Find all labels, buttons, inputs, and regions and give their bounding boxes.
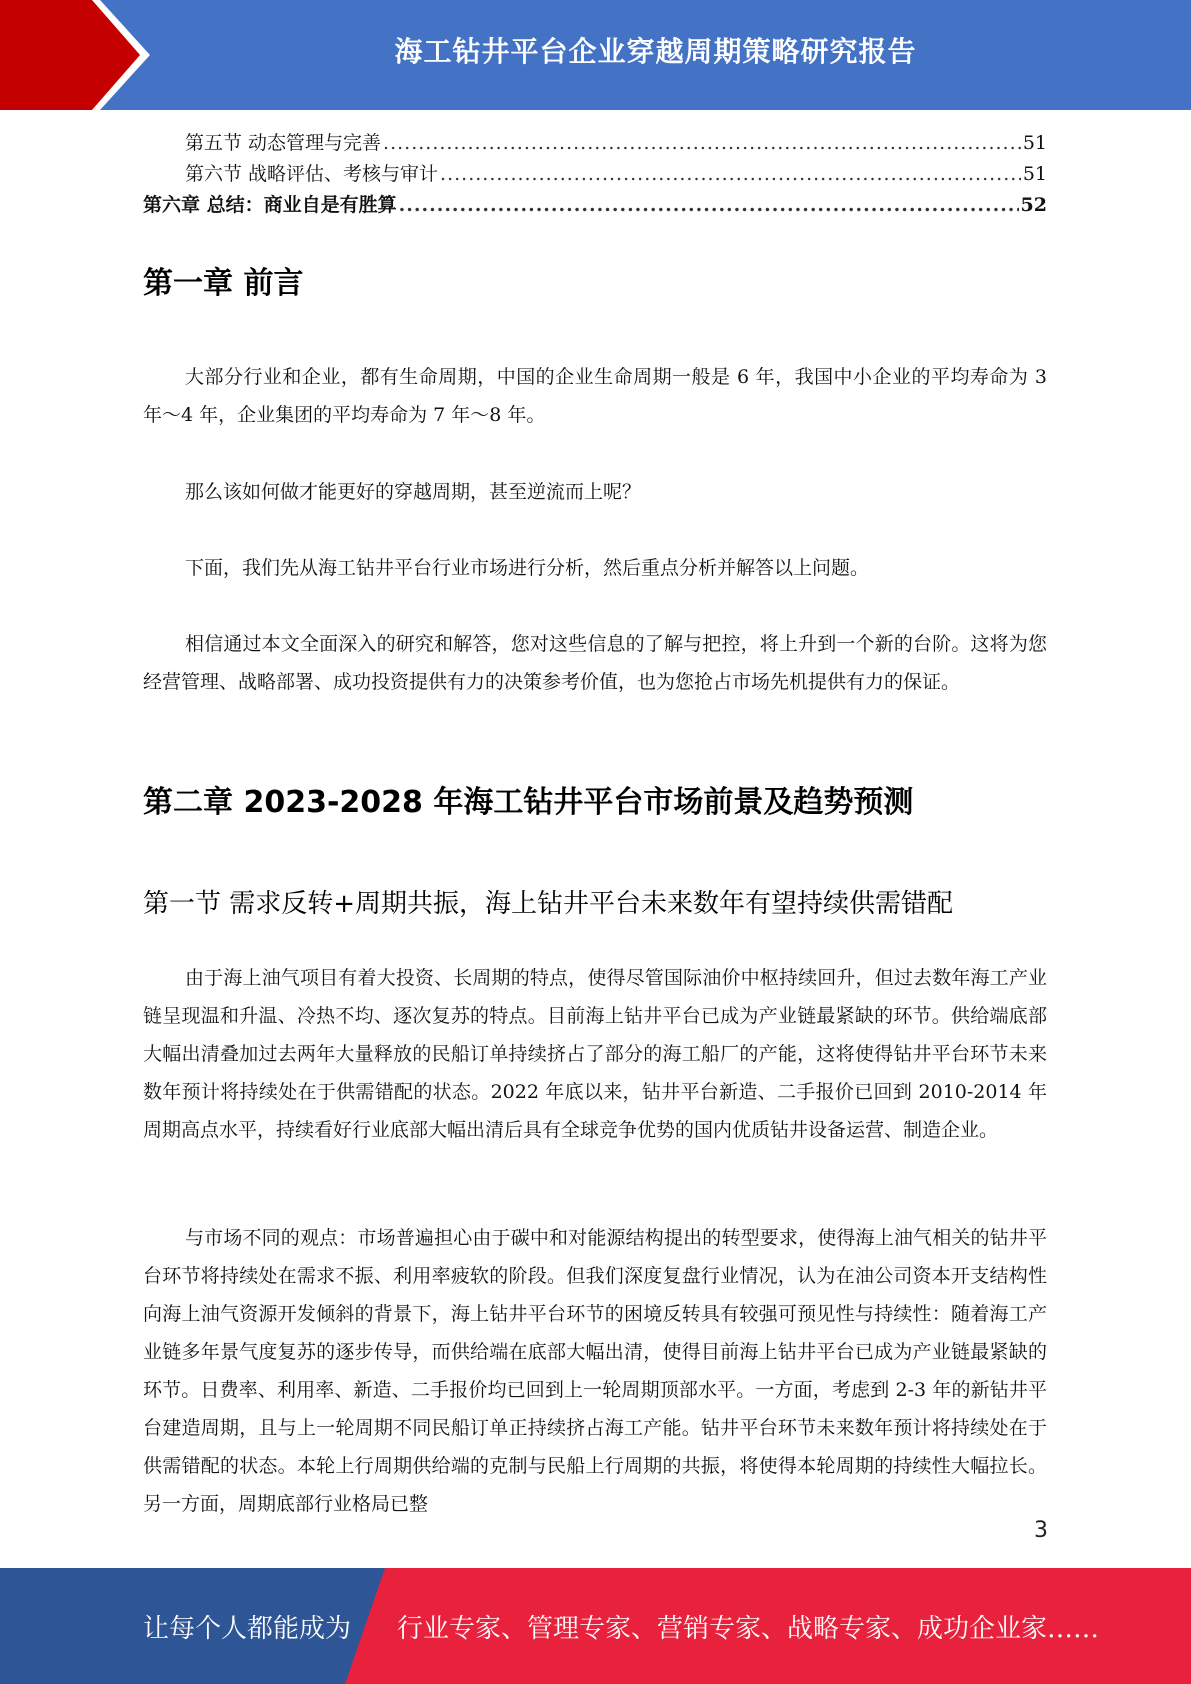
page-number: 3: [1034, 1518, 1048, 1543]
toc-entry-label: 第六章 总结：商业自是有胜算: [143, 194, 397, 216]
toc-leader-dots: [383, 128, 1021, 158]
section-1-heading: 第一节 需求反转+周期共振，海上钻井平台未来数年有望持续供需错配: [143, 889, 954, 919]
page-header: [0, 0, 1191, 110]
toc-leader-dots: [440, 159, 1021, 189]
chapter-1-paragraph-2: 那么该如何做才能更好的穿越周期，甚至逆流而上呢？: [185, 481, 642, 503]
header-red-arrow: [0, 0, 150, 110]
toc-entry-label: 第五节 动态管理与完善: [185, 132, 382, 154]
toc-entry[interactable]: [143, 128, 1047, 158]
chapter-2-heading: 第二章 2023-2028 年海工钻井平台市场前景及趋势预测: [143, 785, 914, 820]
footer-slogan-left: 让每个人都能成为: [143, 1613, 352, 1644]
section-1-paragraph-2: 与市场不同的观点：市场普遍担心由于碳中和对能源结构提出的转型要求，使得海上油气相关的钻井平台环节将持续处在需求不振、利用率疲软的阶段。但我们深度复盘行业情况，认为在油公司资本开支结构性向海上油气资源开发倾斜的背景下，海上钻井平台环节的困境反转具有较强可预见性与持续性：随着海工产业链多年景气度复苏的逐步传导，而供给端在底部大幅出清，使得目前海上钻井平台已成为产业链最紧缺的环节。日费率、利用率、新造、二手报价均已回到上一轮周期顶部水平。一方面，考虑到 2-3 年的新钻井平台建造周期，且与上一轮周期不同民船订单正持续挤占海工产能。钻井平台环节未来数年预计将持续处在于供需错配的状态。本轮上行周期供给端的克制与民船上行周期的共振，将使得本轮周期的持续性大幅拉长。另一方面，周期底部行业格局已整: [143, 1227, 1047, 1515]
report-title: 海工钻井平台企业穿越周期策略研究报告: [394, 35, 917, 68]
chapter-1-paragraph-1: 大部分行业和企业，都有生命周期，中国的企业生命周期一般是 6 年，我国中小企业的平均寿命为 3 年～4 年，企业集团的平均寿命为 7 年～8 年。: [143, 366, 1047, 426]
toc-entry-label: 第六节 战略评估、考核与审计: [185, 163, 439, 185]
toc-entry-page: 52: [1020, 194, 1047, 216]
toc-entry-chapter[interactable]: [143, 190, 1047, 220]
section-1-paragraph-1: 由于海上油气项目有着大投资、长周期的特点，使得尽管国际油价中枢持续回升，但过去数年海工产业链呈现温和升温、冷热不均、逐次复苏的特点。目前海上钻井平台已成为产业链最紧缺的环节。供给端底部大幅出清叠加过去两年大量释放的民船订单持续挤占了部分的海工船厂的产能，这将使得钻井平台环节未来数年预计将持续处在于供需错配的状态。2022 年底以来，钻井平台新造、二手报价已回到 2010-2014 年周期高点水平，持续看好行业底部大幅出清后具有全球竞争优势的国内优质钻井设备运营、制造企业。: [143, 967, 1047, 1141]
toc-entry[interactable]: [143, 159, 1047, 189]
toc-entry-page: 51: [1022, 163, 1047, 185]
footer-slogan-right: 行业专家、管理专家、营销专家、战略专家、成功企业家……: [397, 1613, 1100, 1644]
chapter-1-heading: 第一章 前言: [143, 266, 304, 301]
toc-entry-page: 51: [1022, 132, 1047, 154]
chapter-1-paragraph-4: 相信通过本文全面深入的研究和解答，您对这些信息的了解与把控，将上升到一个新的台阶。这将为您经营管理、战略部署、成功投资提供有力的决策参考价值，也为您抢占市场先机提供有力的保证。: [143, 633, 1047, 693]
chapter-1-paragraph-3: 下面，我们先从海工钻井平台行业市场进行分析，然后重点分析并解答以上问题。: [185, 557, 870, 579]
page-footer: [0, 1568, 1191, 1684]
toc-leader-dots: [399, 190, 1019, 220]
